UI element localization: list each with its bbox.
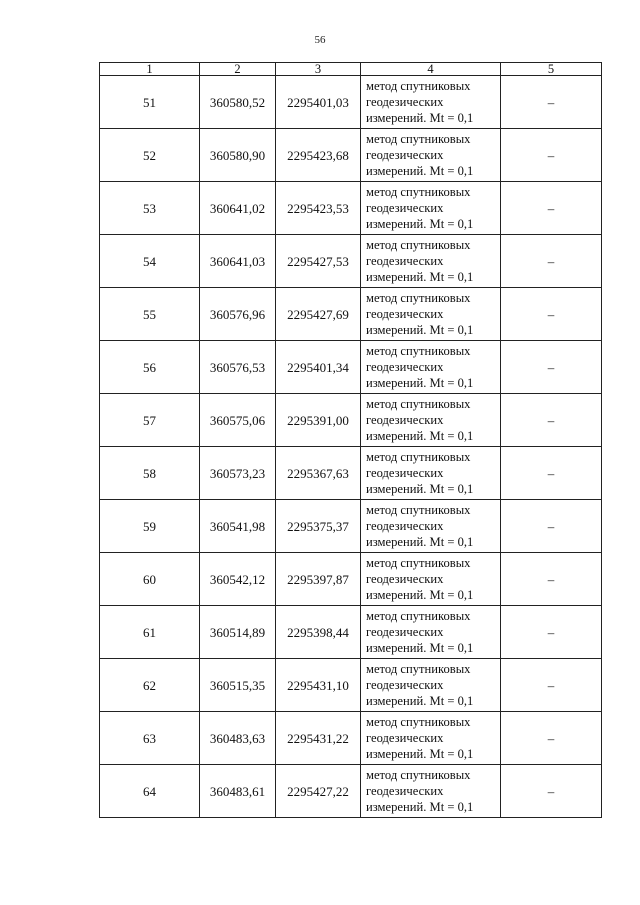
method-text-line: геодезических bbox=[366, 307, 444, 321]
note-cell: – bbox=[501, 765, 602, 818]
coordinate-y-cell: 2295427,22 bbox=[276, 765, 361, 818]
method-cell bbox=[361, 500, 501, 553]
point-number-cell: 52 bbox=[100, 129, 200, 182]
note-cell: – bbox=[501, 712, 602, 765]
table-row bbox=[100, 76, 602, 129]
note-cell: – bbox=[501, 447, 602, 500]
method-text-line: измерений. Mt = 0,1 bbox=[366, 747, 474, 761]
coordinate-y-cell: 2295427,53 bbox=[276, 235, 361, 288]
method-text-line: измерений. Mt = 0,1 bbox=[366, 217, 474, 231]
note-cell: – bbox=[501, 288, 602, 341]
method-cell bbox=[361, 447, 501, 500]
method-text-line: геодезических bbox=[366, 572, 444, 586]
page-number: 56 bbox=[314, 34, 326, 46]
point-number-cell: 63 bbox=[100, 712, 200, 765]
point-number-cell: 51 bbox=[100, 76, 200, 129]
method-text-line: геодезических bbox=[366, 413, 444, 427]
method-text-line: геодезических bbox=[366, 731, 444, 745]
table-row bbox=[100, 606, 602, 659]
column-header-4: 4 bbox=[361, 63, 501, 76]
point-number-cell: 57 bbox=[100, 394, 200, 447]
method-cell bbox=[361, 288, 501, 341]
point-number-cell: 60 bbox=[100, 553, 200, 606]
coordinate-x-cell: 360641,02 bbox=[200, 182, 276, 235]
coordinate-x-cell: 360573,23 bbox=[200, 447, 276, 500]
point-number-cell: 62 bbox=[100, 659, 200, 712]
table-row bbox=[100, 341, 602, 394]
method-text-line: геодезических bbox=[366, 148, 444, 162]
note-cell: – bbox=[501, 182, 602, 235]
method-text-line: метод спутниковых bbox=[366, 768, 471, 782]
coordinate-y-cell: 2295375,37 bbox=[276, 500, 361, 553]
coordinate-y-cell: 2295431,10 bbox=[276, 659, 361, 712]
note-cell: – bbox=[501, 394, 602, 447]
method-text-line: измерений. Mt = 0,1 bbox=[366, 270, 474, 284]
method-text-line: метод спутниковых bbox=[366, 450, 471, 464]
table-row bbox=[100, 712, 602, 765]
method-text-line: измерений. Mt = 0,1 bbox=[366, 323, 474, 337]
method-text-line: измерений. Mt = 0,1 bbox=[366, 482, 474, 496]
table-row bbox=[100, 288, 602, 341]
method-text-line: геодезических bbox=[366, 466, 444, 480]
note-cell: – bbox=[501, 235, 602, 288]
method-text-line: измерений. Mt = 0,1 bbox=[366, 164, 474, 178]
coordinate-y-cell: 2295401,03 bbox=[276, 76, 361, 129]
coordinates-table bbox=[99, 62, 602, 818]
method-cell bbox=[361, 553, 501, 606]
column-header-3: 3 bbox=[276, 63, 361, 76]
table-row bbox=[100, 235, 602, 288]
method-cell bbox=[361, 394, 501, 447]
coordinate-x-cell: 360576,96 bbox=[200, 288, 276, 341]
point-number-cell: 59 bbox=[100, 500, 200, 553]
method-text-line: метод спутниковых bbox=[366, 344, 471, 358]
coordinate-x-cell: 360580,52 bbox=[200, 76, 276, 129]
column-header-2: 2 bbox=[200, 63, 276, 76]
point-number-cell: 56 bbox=[100, 341, 200, 394]
coordinate-x-cell: 360515,35 bbox=[200, 659, 276, 712]
method-text-line: метод спутниковых bbox=[366, 291, 471, 305]
table-row bbox=[100, 129, 602, 182]
point-number-cell: 64 bbox=[100, 765, 200, 818]
method-text-line: измерений. Mt = 0,1 bbox=[366, 535, 474, 549]
method-text-line: геодезических bbox=[366, 519, 444, 533]
method-text-line: измерений. Mt = 0,1 bbox=[366, 429, 474, 443]
method-text-line: геодезических bbox=[366, 201, 444, 215]
column-header-5: 5 bbox=[501, 63, 602, 76]
note-cell: – bbox=[501, 129, 602, 182]
point-number-cell: 61 bbox=[100, 606, 200, 659]
note-cell: – bbox=[501, 659, 602, 712]
method-text-line: геодезических bbox=[366, 95, 444, 109]
coordinate-x-cell: 360514,89 bbox=[200, 606, 276, 659]
method-text-line: метод спутниковых bbox=[366, 397, 471, 411]
column-header-1: 1 bbox=[100, 63, 200, 76]
method-cell bbox=[361, 235, 501, 288]
method-cell bbox=[361, 76, 501, 129]
table-row bbox=[100, 659, 602, 712]
method-text-line: метод спутниковых bbox=[366, 609, 471, 623]
coordinate-y-cell: 2295367,63 bbox=[276, 447, 361, 500]
note-cell: – bbox=[501, 500, 602, 553]
coordinate-x-cell: 360541,98 bbox=[200, 500, 276, 553]
method-text-line: геодезических bbox=[366, 625, 444, 639]
method-text-line: метод спутниковых bbox=[366, 79, 471, 93]
coordinate-y-cell: 2295391,00 bbox=[276, 394, 361, 447]
method-text-line: метод спутниковых bbox=[366, 185, 471, 199]
note-cell: – bbox=[501, 606, 602, 659]
coordinate-x-cell: 360483,63 bbox=[200, 712, 276, 765]
method-cell bbox=[361, 129, 501, 182]
method-text-line: измерений. Mt = 0,1 bbox=[366, 641, 474, 655]
method-cell bbox=[361, 182, 501, 235]
method-text-line: метод спутниковых bbox=[366, 132, 471, 146]
point-number-cell: 55 bbox=[100, 288, 200, 341]
point-number-cell: 58 bbox=[100, 447, 200, 500]
table-body bbox=[100, 63, 602, 818]
note-cell: – bbox=[501, 341, 602, 394]
coordinate-y-cell: 2295401,34 bbox=[276, 341, 361, 394]
method-text-line: геодезических bbox=[366, 678, 444, 692]
table-header-row bbox=[100, 63, 602, 76]
note-cell: – bbox=[501, 76, 602, 129]
method-text-line: метод спутниковых bbox=[366, 662, 471, 676]
coordinate-y-cell: 2295423,53 bbox=[276, 182, 361, 235]
table-row bbox=[100, 765, 602, 818]
table-row bbox=[100, 553, 602, 606]
coordinate-y-cell: 2295398,44 bbox=[276, 606, 361, 659]
table-row bbox=[100, 182, 602, 235]
coordinate-y-cell: 2295427,69 bbox=[276, 288, 361, 341]
method-text-line: метод спутниковых bbox=[366, 715, 471, 729]
method-cell bbox=[361, 606, 501, 659]
method-cell bbox=[361, 712, 501, 765]
method-cell bbox=[361, 659, 501, 712]
method-text-line: геодезических bbox=[366, 784, 444, 798]
coordinate-y-cell: 2295397,87 bbox=[276, 553, 361, 606]
method-text-line: метод спутниковых bbox=[366, 556, 471, 570]
table-row bbox=[100, 500, 602, 553]
method-text-line: измерений. Mt = 0,1 bbox=[366, 800, 474, 814]
table-row bbox=[100, 394, 602, 447]
method-cell bbox=[361, 765, 501, 818]
coordinate-x-cell: 360575,06 bbox=[200, 394, 276, 447]
coordinate-x-cell: 360576,53 bbox=[200, 341, 276, 394]
method-text-line: измерений. Mt = 0,1 bbox=[366, 376, 474, 390]
coordinate-x-cell: 360580,90 bbox=[200, 129, 276, 182]
coordinate-x-cell: 360483,61 bbox=[200, 765, 276, 818]
method-text-line: метод спутниковых bbox=[366, 238, 471, 252]
method-text-line: геодезических bbox=[366, 360, 444, 374]
method-text-line: метод спутниковых bbox=[366, 503, 471, 517]
method-text-line: геодезических bbox=[366, 254, 444, 268]
table-row bbox=[100, 447, 602, 500]
coordinate-y-cell: 2295423,68 bbox=[276, 129, 361, 182]
point-number-cell: 54 bbox=[100, 235, 200, 288]
coordinate-x-cell: 360641,03 bbox=[200, 235, 276, 288]
coordinate-x-cell: 360542,12 bbox=[200, 553, 276, 606]
method-text-line: измерений. Mt = 0,1 bbox=[366, 111, 474, 125]
coordinate-y-cell: 2295431,22 bbox=[276, 712, 361, 765]
note-cell: – bbox=[501, 553, 602, 606]
method-text-line: измерений. Mt = 0,1 bbox=[366, 694, 474, 708]
method-text-line: измерений. Mt = 0,1 bbox=[366, 588, 474, 602]
point-number-cell: 53 bbox=[100, 182, 200, 235]
method-cell bbox=[361, 341, 501, 394]
